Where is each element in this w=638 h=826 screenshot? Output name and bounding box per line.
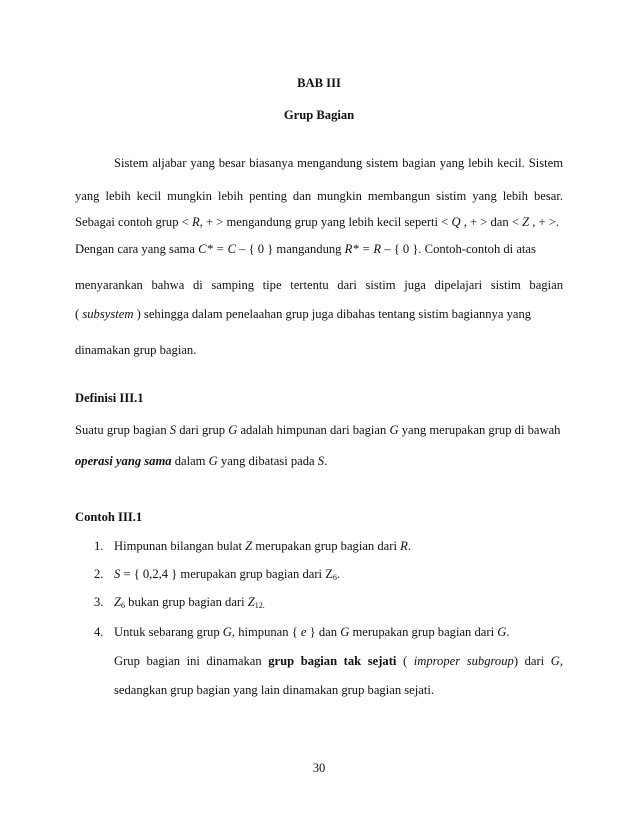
example-item-2: 2. S = { 0,2,4 } merupakan grup bagian dari $Z_6$.	[94, 567, 341, 582]
intro-line-6: ( subsystem ) sehingga dalam penelaahan grup juga dibahas tentang sistim bagiannya yang	[75, 307, 532, 321]
intro-line-2: yang lebih kecil mungkin lebih penting dan mungkin membangun sistim yang lebih besar.	[75, 189, 563, 203]
intro-line-1: Sistem aljabar yang besar biasanya mengandung sistem bagian yang lebih kecil. Sistem	[114, 156, 563, 170]
intro-line-3: Sebagai contoh grup < R, + > mengandung grup yang lebih kecil seperti < Q , + > dan < Z , + >.	[75, 215, 560, 229]
example-item-4: 4. Untuk sebarang grup G, himpunan { e } dan G merupakan grup bagian dari G.	[94, 625, 510, 639]
definition-line-1: Suatu grup bagian S dari grup G adalah himpunan dari bagian G yang merupakan grup di bawah	[75, 423, 561, 437]
example-item-3: 3. $Z_6$ bukan grup bagian dari $Z_{12.}$	[94, 595, 265, 610]
intro-line-5: menyarankan bahwa di samping tipe tertentu dari sistim juga dipelajari sistim bagian	[75, 278, 563, 292]
example-continuation-2: sedangkan grup bagian yang lain dinamakan grup bagian sejati.	[114, 683, 434, 697]
chapter-title: Grup Bagian	[283, 108, 355, 122]
definition-heading: Definisi III.1	[75, 391, 144, 405]
intro-line-4: Dengan cara yang sama C* = C – { 0 } mangandung R* = R – { 0 }. Contoh-contoh di atas	[75, 242, 536, 256]
definition-line-2: operasi yang sama dalam G yang dibatasi pada S.	[75, 454, 328, 468]
example-heading: Contoh III.1	[75, 510, 143, 524]
example-continuation-1: Grup bagian ini dinamakan grup bagian tak sejati ( improper subgroup) dari G,	[114, 654, 563, 668]
page-number: 30	[312, 761, 326, 775]
example-item-1: 1. Himpunan bilangan bulat Z merupakan grup bagian dari R.	[94, 539, 411, 553]
intro-line-7: dinamakan grup bagian.	[75, 343, 197, 357]
chapter-label: BAB III	[297, 76, 341, 90]
